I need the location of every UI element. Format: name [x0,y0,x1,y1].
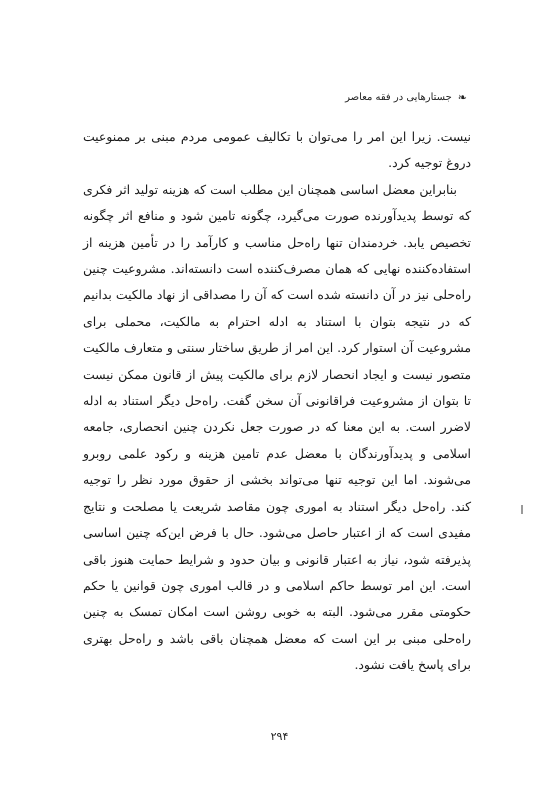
margin-mark [521,505,523,514]
page-number: ۲۹۴ [270,730,289,743]
running-head-title: جستارهایی در فقه معاصر [345,92,452,103]
body-text [83,124,471,679]
paragraph: نیست. زیرا این امر را می‌توان با تکالیف عمومی مردم مبنی بر ممنوعیت دروغ توجیه کرد. [83,129,471,171]
running-head [345,92,467,103]
paragraph: بنابراین معضل اساسی همچنان این مطلب است که هزینه تولید اثر فکری که توسط پدیدآورنده صورت می‌گیرد، چگونه تامین شود و منافع اثر چگونه تخصیص یابد. خردمندان تنها راه‌حل مناسب و کارآمد را در تأمین هزینه از استفاده‌کننده نهایی که همان مصرف‌کننده است دانسته‌اند. مشروعیت چنین راه‌حلی نیز در آن دانسته شده است که آن را مصداقی از نهاد مالکیت بدانیم که در نتیجه بتوان با استناد به ادله احترام به مالکیت، محملی برای مشروعیت آن استوار کرد. این امر از طریق ساختار سنتی و متعارف مالکیت متصور نیست و ایجاد انحصار لازم برای مالکیت پیش از قانون ممکن نیست تا بتوان از مشروعیت فراقانونی آن سخن گفت. راه‌حل دیگر استناد به ادله لاضرر است. به این معنا که در صورت جعل نکردن چنین انحصاری، جامعه اسلامی و پدیدآورندگان با معضل عدم تامین هزینه و رکود علمی روبرو می‌شوند. اما این توجیه تنها می‌تواند بخشی از حقوق مورد نظر را توجیه کند. راه‌حل دیگر استناد به اموری چون مقاصد شریعت یا مصلحت و نتایج مفیدی است که از اعتبار حاصل می‌شود. حال با فرض این‌که چنین اساسی پذیرفته شود، نیاز به اعتبار قانونی و بیان حدود و شرایط حمایت هنوز باقی است. این امر توسط حاکم اسلامی و در قالب اموری چون قوانین یا حکم حکومتی مقرر می‌شود. البته به خوبی روشن است امکان تمسک به چنین راه‌حلی مبنی بر این است که معضل همچنان باقی باشد و راه‌حل بهتری برای پاسخ یافت نشود. [83,181,471,673]
ornament-icon: ❧ [457,91,467,104]
